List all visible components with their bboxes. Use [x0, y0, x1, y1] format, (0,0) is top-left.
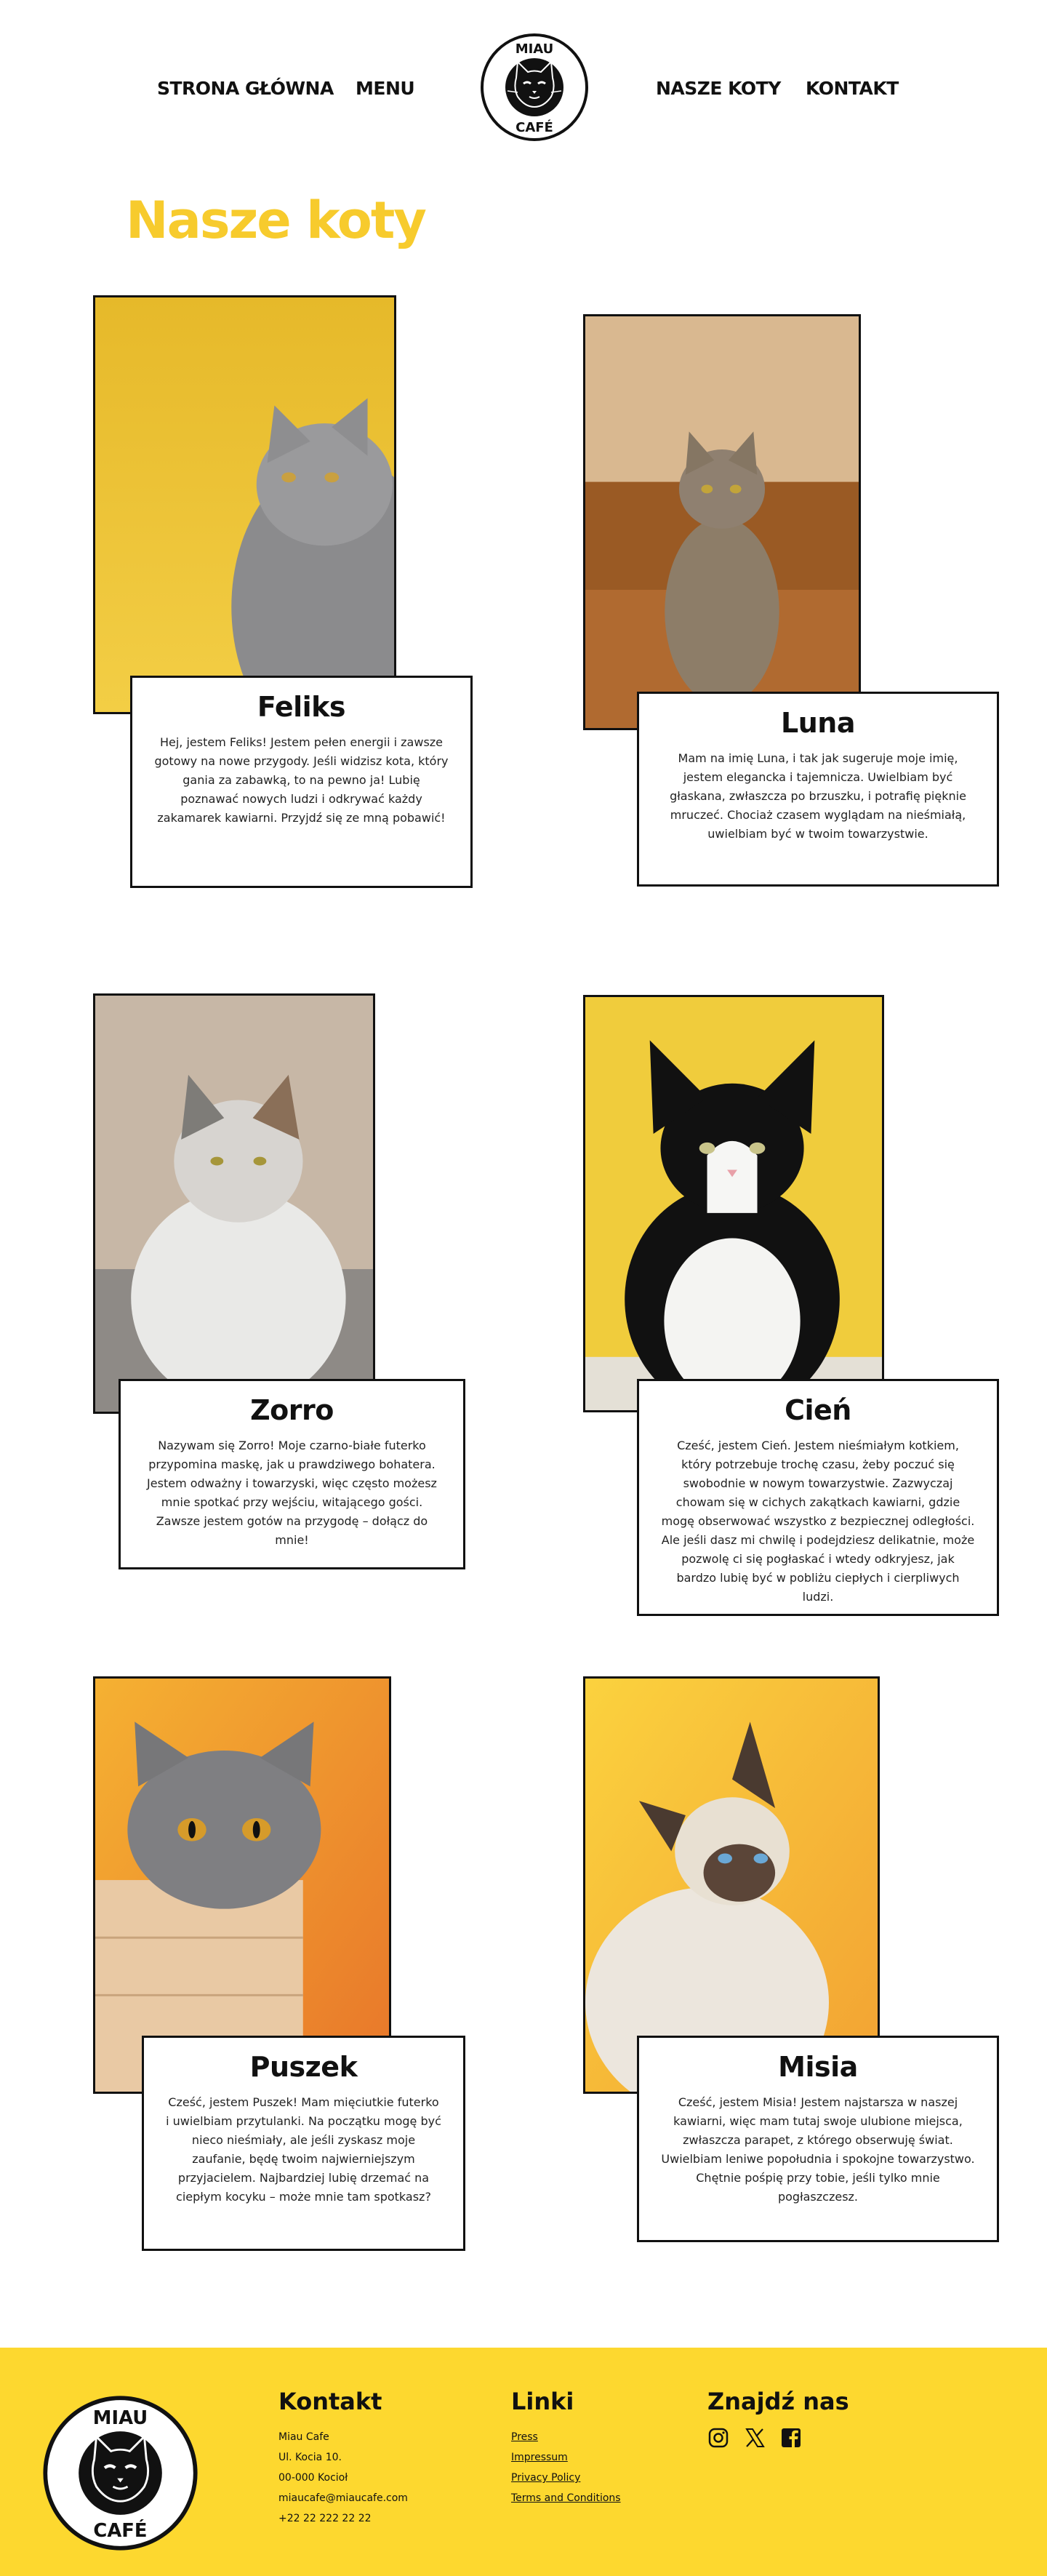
page-title: Nasze koty	[126, 191, 425, 250]
site-footer	[0, 2348, 1047, 2576]
social-icons	[707, 2427, 849, 2449]
miau-cafe-logo-icon	[42, 2395, 198, 2551]
cat-info-box	[142, 2036, 465, 2251]
nav-home-link[interactable]: STRONA GŁÓWNA	[157, 78, 334, 99]
cat-photo	[93, 993, 375, 1414]
nav-cats-link[interactable]: NASZE KOTY	[656, 78, 781, 99]
footer-link-press[interactable]: Press	[511, 2431, 538, 2443]
footer-contact	[278, 2388, 408, 2529]
cat-description: Cześć, jestem Puszek! Mam mięciutkie futerko i uwielbiam przytulanki. Na początku mogę być nieco nieśmiały, ale jeśli zyskasz moje zaufanie, będę twoim najwierniejszym przyjacielem. Najbardziej lubię drzemać na ciepłym kocyku – może mnie tam spotkasz?	[166, 2095, 441, 2204]
footer-contact-heading: Kontakt	[278, 2388, 382, 2415]
cat-description: Mam na imię Luna, i tak jak sugeruje moje imię, jestem elegancka i tajemnicza. Uwielbiam być głaskana, zwłaszcza po brzuszku, i potrafię pięknie mruczeć. Chociaż czasem wyglądam na nieśmiałą, uwielbiam być w twoim towarzystwie.	[670, 751, 966, 841]
cat-description: Cześć, jestem Misia! Jestem najstarsza w naszej kawiarni, więc mam tutaj swoje ulubione miejsca, zwłaszcza parapet, z którego obserwuję świat. Uwielbiam leniwe popołudnia i spokojne towarzystwo. Chętnie pośpię przy tobie, jeśli tylko mnie pogłaszczesz.	[661, 2095, 975, 2204]
footer-company-name: Miau Cafe	[278, 2431, 329, 2443]
footer-links	[511, 2388, 621, 2508]
cat-name: Luna	[781, 707, 855, 739]
cat-name: Zorro	[250, 1394, 334, 1426]
cat-photo	[93, 295, 396, 714]
facebook-icon[interactable]	[780, 2427, 802, 2449]
svg-text:CAFÉ: CAFÉ	[516, 120, 553, 135]
cat-photo	[93, 1676, 391, 2094]
cat-name: Feliks	[257, 691, 346, 723]
nav-menu-link[interactable]: MENU	[356, 78, 415, 99]
footer-street: Ul. Kocia 10.	[278, 2452, 342, 2463]
footer-city: 00-000 Kocioł	[278, 2472, 348, 2484]
x-icon[interactable]	[744, 2427, 766, 2449]
cat-photo	[583, 995, 884, 1412]
cat-description: Nazywam się Zorro! Moje czarno-białe futerko przypomina maskę, jak u prawdziwego bohatera. Jestem odważny i towarzyski, więc często możesz mnie spotkać przy wejściu, witającego gości. Zawsze jestem gotów na przygodę – dołącz do mnie!	[147, 1439, 437, 1547]
cat-name: Cień	[785, 1394, 851, 1426]
footer-logo[interactable]	[42, 2395, 198, 2551]
footer-link-terms[interactable]: Terms and Conditions	[511, 2492, 621, 2504]
cat-description: Hej, jestem Feliks! Jestem pełen energii i zawsze gotowy na nowe przygody. Jeśli widzisz kota, który gania za zabawką, to na pewno ja! Lubię poznawać nowych ludzi i odkrywać każdy zakamarek kawiarni. Przyjdź się ze mną pobawić!	[154, 735, 449, 825]
cat-photo	[583, 314, 861, 730]
miau-cafe-logo-icon	[480, 33, 589, 142]
cat-info-box	[637, 1379, 999, 1616]
svg-text:MIAU: MIAU	[92, 2407, 148, 2430]
cat-name: Puszek	[249, 2051, 358, 2083]
footer-link-impressum[interactable]: Impressum	[511, 2452, 568, 2463]
nav-contact-link[interactable]: KONTAKT	[806, 78, 899, 99]
svg-text:MIAU: MIAU	[515, 41, 554, 57]
cat-info-box	[637, 692, 999, 887]
cat-info-box	[130, 676, 473, 888]
footer-links-heading: Linki	[511, 2388, 574, 2415]
cat-info-box	[119, 1379, 465, 1569]
cat-description: Cześć, jestem Cień. Jestem nieśmiałym kotkiem, który potrzebuje trochę czasu, żeby poczuć się swobodnie w nowym towarzystwie. Zazwyczaj chowam się w cichych zakątkach kawiarni, gdzie mogę obserwować wszystko z bezpiecznej odległości. Ale jeśli dasz mi chwilę i podejdziesz delikatnie, może pozwolę ci się pogłaskać i wtedy odkryjesz, jak bardzo lubię być w pobliżu ciepłych i cierpliwych ludzi.	[661, 1439, 975, 1604]
logo[interactable]	[480, 33, 589, 142]
cat-name: Misia	[778, 2051, 858, 2083]
svg-text:CAFÉ: CAFÉ	[93, 2519, 148, 2542]
site-header	[0, 0, 1047, 182]
footer-phone[interactable]: +22 22 222 22 22	[278, 2513, 372, 2524]
instagram-icon[interactable]	[707, 2427, 729, 2449]
footer-social	[707, 2388, 849, 2449]
footer-social-heading: Znajdź nas	[707, 2388, 849, 2415]
footer-email[interactable]: miaucafe@miaucafe.com	[278, 2492, 408, 2504]
cat-info-box	[637, 2036, 999, 2242]
cat-photo	[583, 1676, 880, 2094]
footer-link-privacy[interactable]: Privacy Policy	[511, 2472, 581, 2484]
